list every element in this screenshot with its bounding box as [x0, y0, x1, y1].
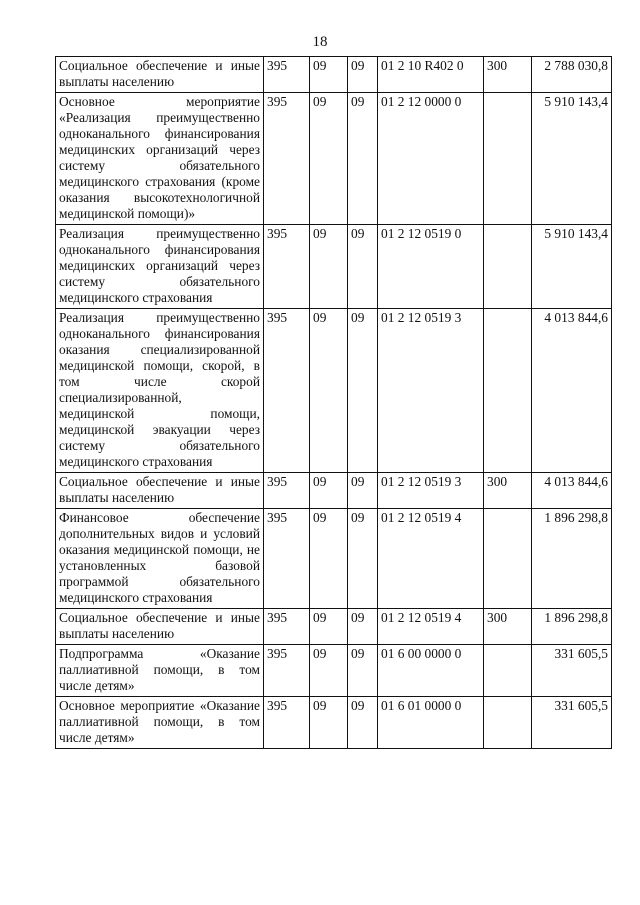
row-ved: 395	[264, 473, 310, 509]
row-rz: 09	[310, 57, 348, 93]
row-rz: 09	[310, 509, 348, 609]
row-ved: 395	[264, 225, 310, 309]
row-csr: 01 2 10 R402 0	[378, 57, 484, 93]
row-name: Основное мероприятие «Оказание паллиативной помощи, в том числе детям»	[56, 697, 264, 749]
row-pr: 09	[348, 697, 378, 749]
row-vr: 300	[484, 473, 532, 509]
page-number: 18	[312, 34, 328, 50]
row-pr: 09	[348, 509, 378, 609]
row-ved: 395	[264, 697, 310, 749]
row-pr: 09	[348, 309, 378, 473]
row-sum: 331 605,5	[532, 697, 612, 749]
row-vr: 300	[484, 609, 532, 645]
row-csr: 01 2 12 0000 0	[378, 93, 484, 225]
row-ved: 395	[264, 645, 310, 697]
row-csr: 01 6 00 0000 0	[378, 645, 484, 697]
row-name: Реализация преимущественно одноканального финансирования оказания специализированной медицинской помощи, скорой, в том числе скорой специализированной, медицинской помощи, медицинской эвакуации через систему обязательного медицинского страхования	[56, 309, 264, 473]
row-rz: 09	[310, 697, 348, 749]
table-row	[56, 309, 612, 473]
row-ved: 395	[264, 93, 310, 225]
row-sum: 1 896 298,8	[532, 609, 612, 645]
row-sum: 1 896 298,8	[532, 509, 612, 609]
row-vr	[484, 309, 532, 473]
table-row	[56, 645, 612, 697]
row-name: Социальное обеспечение и иные выплаты населению	[56, 473, 264, 509]
row-sum: 4 013 844,6	[532, 473, 612, 509]
row-ved: 395	[264, 309, 310, 473]
row-name: Социальное обеспечение и иные выплаты населению	[56, 57, 264, 93]
table-row	[56, 225, 612, 309]
table-row	[56, 697, 612, 749]
row-vr	[484, 225, 532, 309]
row-name: Подпрограмма «Оказание паллиативной помощи, в том числе детям»	[56, 645, 264, 697]
row-sum: 5 910 143,4	[532, 93, 612, 225]
row-ved: 395	[264, 509, 310, 609]
row-name: Основное мероприятие «Реализация преимущественно одноканального финансирования медицинских организаций через систему обязательного медицинского страхования (кроме оказания высокотехнологичной медицинской помощи)»	[56, 93, 264, 225]
row-vr	[484, 93, 532, 225]
row-pr: 09	[348, 609, 378, 645]
row-rz: 09	[310, 473, 348, 509]
table-row	[56, 609, 612, 645]
row-csr: 01 6 01 0000 0	[378, 697, 484, 749]
row-rz: 09	[310, 609, 348, 645]
row-rz: 09	[310, 93, 348, 225]
row-vr	[484, 645, 532, 697]
row-pr: 09	[348, 57, 378, 93]
row-name: Реализация преимущественно одноканального финансирования медицинских организаций через систему обязательного медицинского страхования	[56, 225, 264, 309]
row-ved: 395	[264, 57, 310, 93]
row-csr: 01 2 12 0519 0	[378, 225, 484, 309]
table-row	[56, 93, 612, 225]
row-csr: 01 2 12 0519 3	[378, 309, 484, 473]
row-name: Социальное обеспечение и иные выплаты населению	[56, 609, 264, 645]
row-sum: 331 605,5	[532, 645, 612, 697]
row-rz: 09	[310, 309, 348, 473]
row-vr	[484, 697, 532, 749]
table-row	[56, 57, 612, 93]
row-sum: 5 910 143,4	[532, 225, 612, 309]
row-sum: 2 788 030,8	[532, 57, 612, 93]
row-pr: 09	[348, 93, 378, 225]
row-pr: 09	[348, 645, 378, 697]
row-rz: 09	[310, 645, 348, 697]
row-pr: 09	[348, 225, 378, 309]
row-ved: 395	[264, 609, 310, 645]
row-csr: 01 2 12 0519 3	[378, 473, 484, 509]
row-vr	[484, 509, 532, 609]
budget-table	[55, 56, 612, 749]
row-pr: 09	[348, 473, 378, 509]
table-row	[56, 473, 612, 509]
table-row	[56, 509, 612, 609]
row-csr: 01 2 12 0519 4	[378, 609, 484, 645]
row-csr: 01 2 12 0519 4	[378, 509, 484, 609]
row-vr: 300	[484, 57, 532, 93]
row-sum: 4 013 844,6	[532, 309, 612, 473]
row-rz: 09	[310, 225, 348, 309]
row-name: Финансовое обеспечение дополнительных видов и условий оказания медицинской помощи, не установленных базовой программой обязательного медицинского страхования	[56, 509, 264, 609]
